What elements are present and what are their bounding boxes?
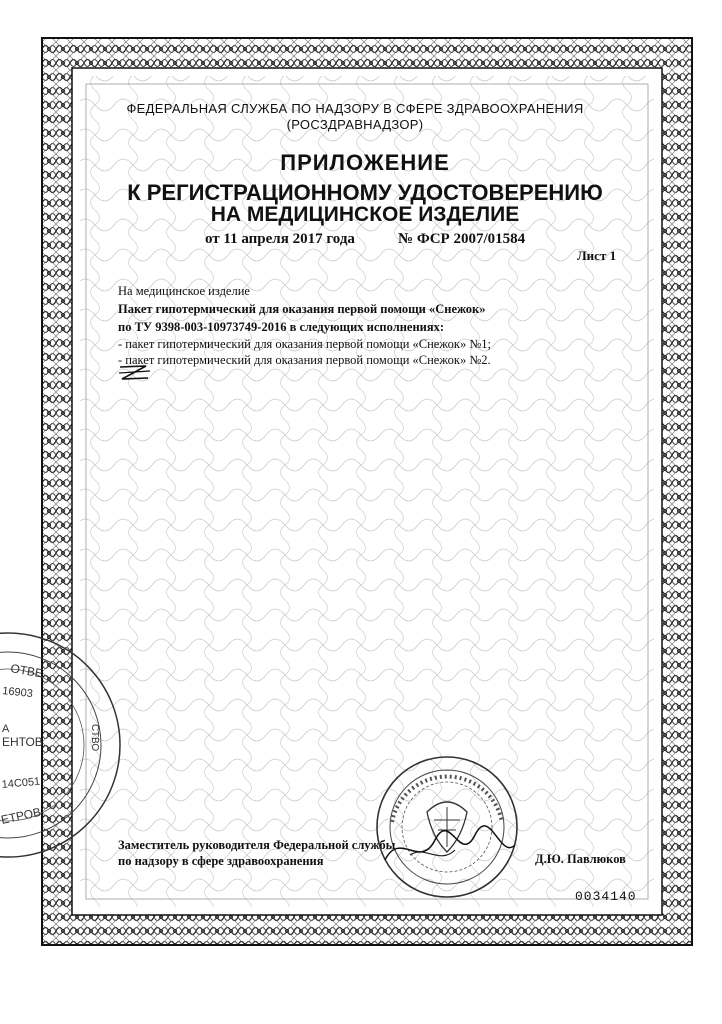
list-item: - пакет гипотермический для оказания первой помощи «Снежок» №1; — [118, 337, 492, 351]
document-subtitle-2: НА МЕДИЦИНСКОЕ ИЗДЕЛИЕ — [210, 203, 520, 226]
side-stamp — [0, 628, 125, 863]
stamp-text: ЕНТОВ — [2, 735, 43, 749]
product-name: Пакет гипотермический для оказания первой помощи «Снежок» — [118, 302, 486, 316]
registration-number: № ФСР 2007/01584 — [398, 231, 526, 247]
sheet-number: Лист 1 — [577, 248, 617, 263]
stamp-text: СТВО — [89, 724, 100, 752]
agency-abbrev: (РОСЗДРАВНАДЗОР) — [286, 117, 424, 132]
product-spec: по ТУ 9398-003-10973749-2016 в следующих исполнениях: — [118, 320, 445, 334]
agency-name: ФЕДЕРАЛЬНАЯ СЛУЖБА ПО НАДЗОРУ В СФЕРЕ ЗДРАВООХРАНЕНИЯ — [126, 101, 584, 116]
stamp-text: 14С051 — [1, 775, 41, 791]
stamp-text: ОТВЕ — [9, 661, 45, 681]
signatory-name: Д.Ю. Павлюков — [535, 852, 626, 866]
signature-scribble — [380, 820, 520, 880]
serial-number: 0034140 — [575, 889, 637, 904]
signatory-department: по надзору в сфере здравоохранения — [118, 854, 324, 868]
registration-date: от 11 апреля 2017 года — [205, 231, 355, 247]
document-subtitle-1: К РЕГИСТРАЦИОННОМУ УДОСТОВЕРЕНИЮ — [127, 180, 603, 205]
z-strike-mark — [116, 363, 152, 383]
stamp-text: А — [2, 723, 10, 735]
stamp-text: ЕТРОВ — [0, 804, 43, 827]
stamp-text: 16903 — [1, 685, 34, 701]
list-item: - пакет гипотермический для оказания первой помощи «Снежок» №2. — [118, 353, 491, 367]
intro-text: На медицинское изделие — [118, 284, 250, 298]
signatory-position: Заместитель руководителя Федеральной службы — [118, 838, 396, 852]
document-title: ПРИЛОЖЕНИЕ — [280, 150, 450, 175]
